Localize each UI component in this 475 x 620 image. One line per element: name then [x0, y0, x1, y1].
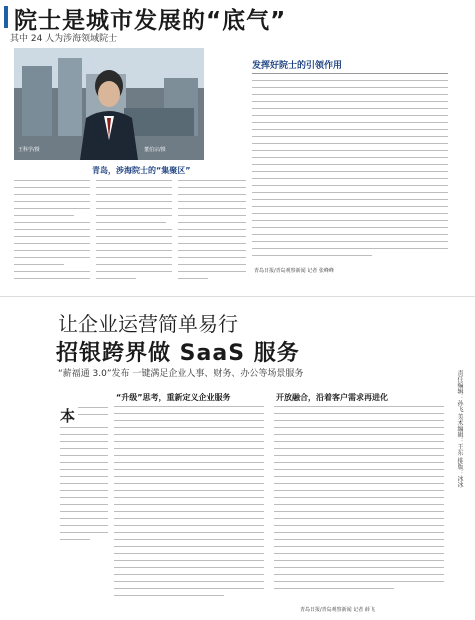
page-edge-credits [455, 370, 471, 500]
dropcap-text-side [78, 407, 108, 421]
photo-illustration [14, 48, 204, 160]
photo-credit-right: 董伯宗/摄 [144, 147, 166, 153]
article2-deck: “薪福通 3.0”发布 一键满足企业人事、财务、办公等场景服务 [58, 369, 304, 379]
article1-deck: 其中 24 人为涉海领域院士 [10, 34, 118, 44]
dropcap-column [60, 405, 108, 555]
article2-body-left [114, 406, 264, 602]
sidebar-title: 发挥好院士的引领作用 [252, 61, 343, 71]
dropcap: 本 [60, 407, 76, 425]
article1-body-col1 [14, 180, 90, 285]
article2-byline: 青岛日报/青岛观察新闻 记者 薛飞 [300, 607, 375, 613]
dropcap-text [60, 427, 108, 546]
article2-subhead-left: “升级”思考，重新定义企业服务 [116, 393, 231, 402]
article1-photo [14, 48, 204, 160]
article2-headline-top: 让企业运营简单易行 [58, 312, 238, 336]
article1-body-col2 [96, 180, 172, 285]
article-divider [0, 296, 475, 297]
edge-credits-text: 责任编辑：孙飞 美术编辑：王东 排版：冰冰 [456, 370, 463, 488]
photo-credit-left: 王科学/摄 [18, 147, 40, 153]
sidebar-byline: 青岛日报/青岛观察新闻 记者 张峰峰 [254, 268, 334, 274]
sidebar-rule [252, 73, 448, 74]
article1-sidebar [252, 58, 448, 278]
article2-subhead-right: 开放融合，沿着客户需求再进化 [276, 393, 388, 402]
article1-body-col3 [178, 180, 246, 285]
article2-headline-main: 招银跨界做 SaaS 服务 [56, 341, 300, 366]
sidebar-text [252, 80, 448, 262]
title-accent-bar [4, 6, 8, 28]
article1-title-bar [4, 2, 452, 34]
photo-title: 青岛，涉海院士的“集聚区” [92, 166, 191, 175]
article2-body-right [274, 406, 444, 595]
article1-headline: 院士是城市发展的“底气” [14, 8, 287, 34]
